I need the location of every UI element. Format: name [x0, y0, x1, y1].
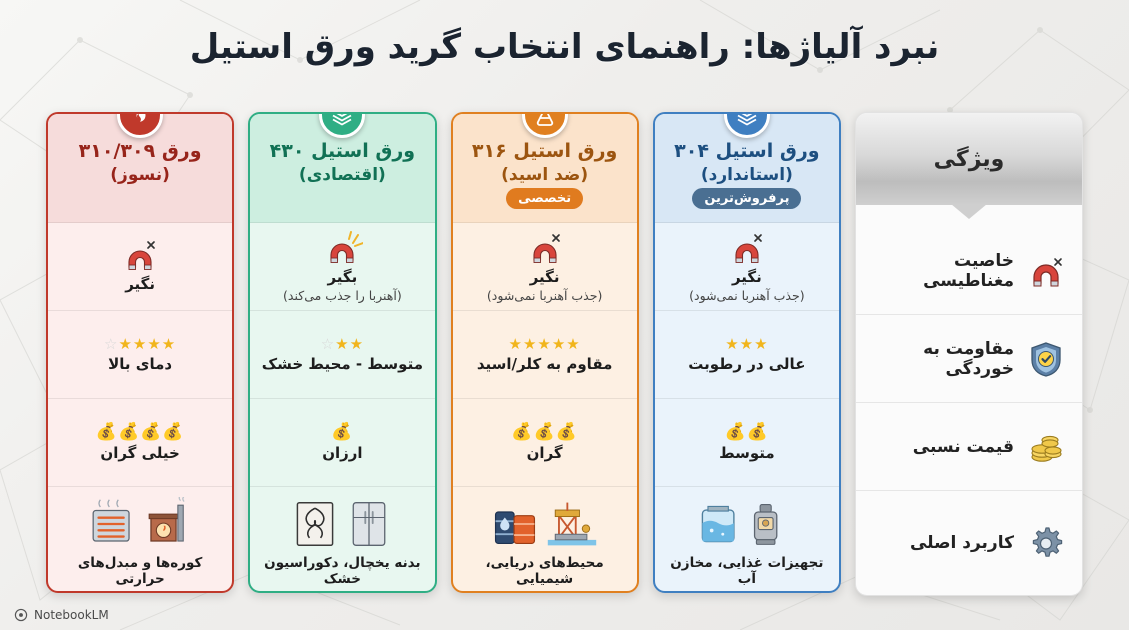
column-430-title: ورق استیل ۴۳۰ — [269, 140, 416, 162]
column-316-magnetism-note: (جذب آهنربا نمی‌شود) — [486, 287, 603, 303]
column-430-magnetism-note: (آهنربا را جذب می‌کند) — [283, 287, 402, 303]
page-title: نبرد آلیاژها: راهنمای انتخاب گرید ورق استیل — [189, 27, 940, 67]
column-430-use-icons — [290, 491, 394, 551]
column-430-use-value: بدنه یخچال، دکوراسیون خشک — [264, 554, 421, 587]
column-316-price — [453, 399, 637, 487]
column-310-309-title: ورق ۳۱۰/۳۰۹ — [78, 140, 202, 162]
barrel-icon — [490, 497, 540, 551]
column-304-magnetism-note: (جذب آهنربا نمی‌شود) — [689, 287, 805, 303]
column-316-stars: ★★★★★ — [508, 335, 581, 354]
column-304-magnetism-value: نگیر — [731, 267, 762, 286]
column-430-corrosion — [250, 311, 434, 399]
column-310-309-price-value: خیلی گران — [100, 444, 180, 463]
column-304-magnetism — [655, 223, 839, 311]
feature-column — [855, 112, 1083, 596]
fridge-icon — [344, 497, 394, 551]
column-310-309-corrosion — [48, 311, 232, 399]
column-430-magnetism-value: بگیر — [327, 267, 358, 286]
column-304-title: ورق استیل ۳۰۴ — [674, 140, 820, 162]
column-316-corrosion — [453, 311, 637, 399]
magnet-yes-icon — [321, 230, 363, 266]
column-310-309-use-value: کوره‌ها و مبدل‌های حرارتی — [77, 554, 203, 587]
column-430-subtitle: (اقتصادی) — [298, 164, 386, 185]
column-316-magnetism — [453, 223, 637, 311]
column-310-309-use-icons — [86, 491, 194, 551]
column-316-magnetism-value: نگیر — [529, 267, 560, 286]
column-430-stars: ★★☆ — [320, 335, 365, 354]
gear-icon — [1026, 523, 1066, 563]
column-310-309-subtitle: (نسوز) — [110, 164, 170, 185]
footer-brand-label: NotebookLM — [34, 608, 109, 622]
feature-row-corrosion-label: مقاومت به خوردگی — [923, 338, 1014, 379]
column-304-badge: پرفروش‌ترین — [692, 188, 801, 209]
shield-check-icon — [1026, 339, 1066, 379]
water-tank-icon — [695, 497, 745, 551]
furnace-icon — [142, 497, 194, 551]
column-316-use-value: محیط‌های دریایی، شیمیایی — [485, 554, 604, 587]
column-430-money-bags: 💰 — [331, 422, 354, 443]
comparison-table — [46, 112, 1083, 596]
column-430[interactable] — [248, 112, 436, 593]
feature-row-price-label: قیمت نسبی — [912, 436, 1014, 457]
column-304-use-value: تجهیزات غذایی، مخازن آب — [670, 554, 824, 587]
heat-exchanger-icon — [86, 497, 138, 551]
column-430-price — [250, 399, 434, 487]
column-310-309[interactable] — [46, 112, 234, 593]
column-304-subtitle: (استاندارد) — [700, 164, 793, 185]
column-304-stars: ★★★ — [725, 335, 769, 354]
column-304-price-value: متوسط — [719, 444, 775, 463]
column-304-price — [655, 399, 839, 487]
column-430-magnetism — [250, 223, 434, 311]
column-316-use-icons — [490, 491, 600, 551]
column-310-309-money-bags: 💰💰💰💰 — [95, 422, 185, 443]
feature-row-use — [856, 491, 1082, 595]
column-310-309-stars: ★★★★☆ — [104, 335, 177, 354]
column-310-309-corrosion-value: دمای بالا — [108, 355, 173, 374]
feature-row-magnetism-label: خاصیت مغناطیسی — [923, 250, 1014, 291]
column-310-309-magnetism-value: نگیر — [125, 275, 156, 294]
column-304-corrosion-value: عالی در رطوبت — [688, 355, 806, 374]
column-316-subtitle: (ضد اسید) — [501, 164, 589, 185]
feature-column-header — [856, 113, 1082, 205]
magnet-no-icon — [524, 230, 566, 266]
column-316-use — [453, 487, 637, 591]
column-430-corrosion-value: متوسط - محیط خشک — [261, 355, 423, 374]
tank-icon — [749, 497, 799, 551]
column-310-309-use — [48, 487, 232, 591]
magnet-no-icon — [119, 237, 161, 273]
oil-rig-icon — [544, 497, 600, 551]
column-304[interactable] — [653, 112, 841, 593]
feature-column-header-label: ویژگی — [933, 146, 1005, 172]
footer-brand — [14, 608, 1129, 622]
column-316-title: ورق استیل ۳۱۶ — [471, 140, 618, 162]
coins-icon — [1026, 427, 1066, 467]
column-316-money-bags: 💰💰💰 — [511, 422, 578, 443]
magnet-icon — [1026, 251, 1066, 291]
decor-panel-icon — [290, 497, 340, 551]
column-316-badge: تخصصی — [506, 188, 583, 209]
column-310-309-magnetism — [48, 223, 232, 311]
column-430-price-value: ارزان — [322, 444, 363, 463]
column-430-use — [250, 487, 434, 591]
column-310-309-price — [48, 399, 232, 487]
feature-row-use-label: کاربرد اصلی — [909, 533, 1014, 553]
column-304-corrosion — [655, 311, 839, 399]
column-316-corrosion-value: مقاوم به کلر/اسید — [476, 355, 613, 374]
feature-row-price — [856, 403, 1082, 491]
notebooklm-logo-icon — [14, 608, 28, 622]
column-304-use-icons — [695, 491, 799, 551]
column-304-money-bags: 💰💰 — [724, 422, 770, 443]
magnet-no-icon — [726, 230, 768, 266]
feature-row-corrosion — [856, 315, 1082, 403]
feature-row-magnetism — [856, 227, 1082, 315]
column-316-price-value: گران — [526, 444, 563, 463]
column-316[interactable] — [451, 112, 639, 593]
column-304-use — [655, 487, 839, 591]
